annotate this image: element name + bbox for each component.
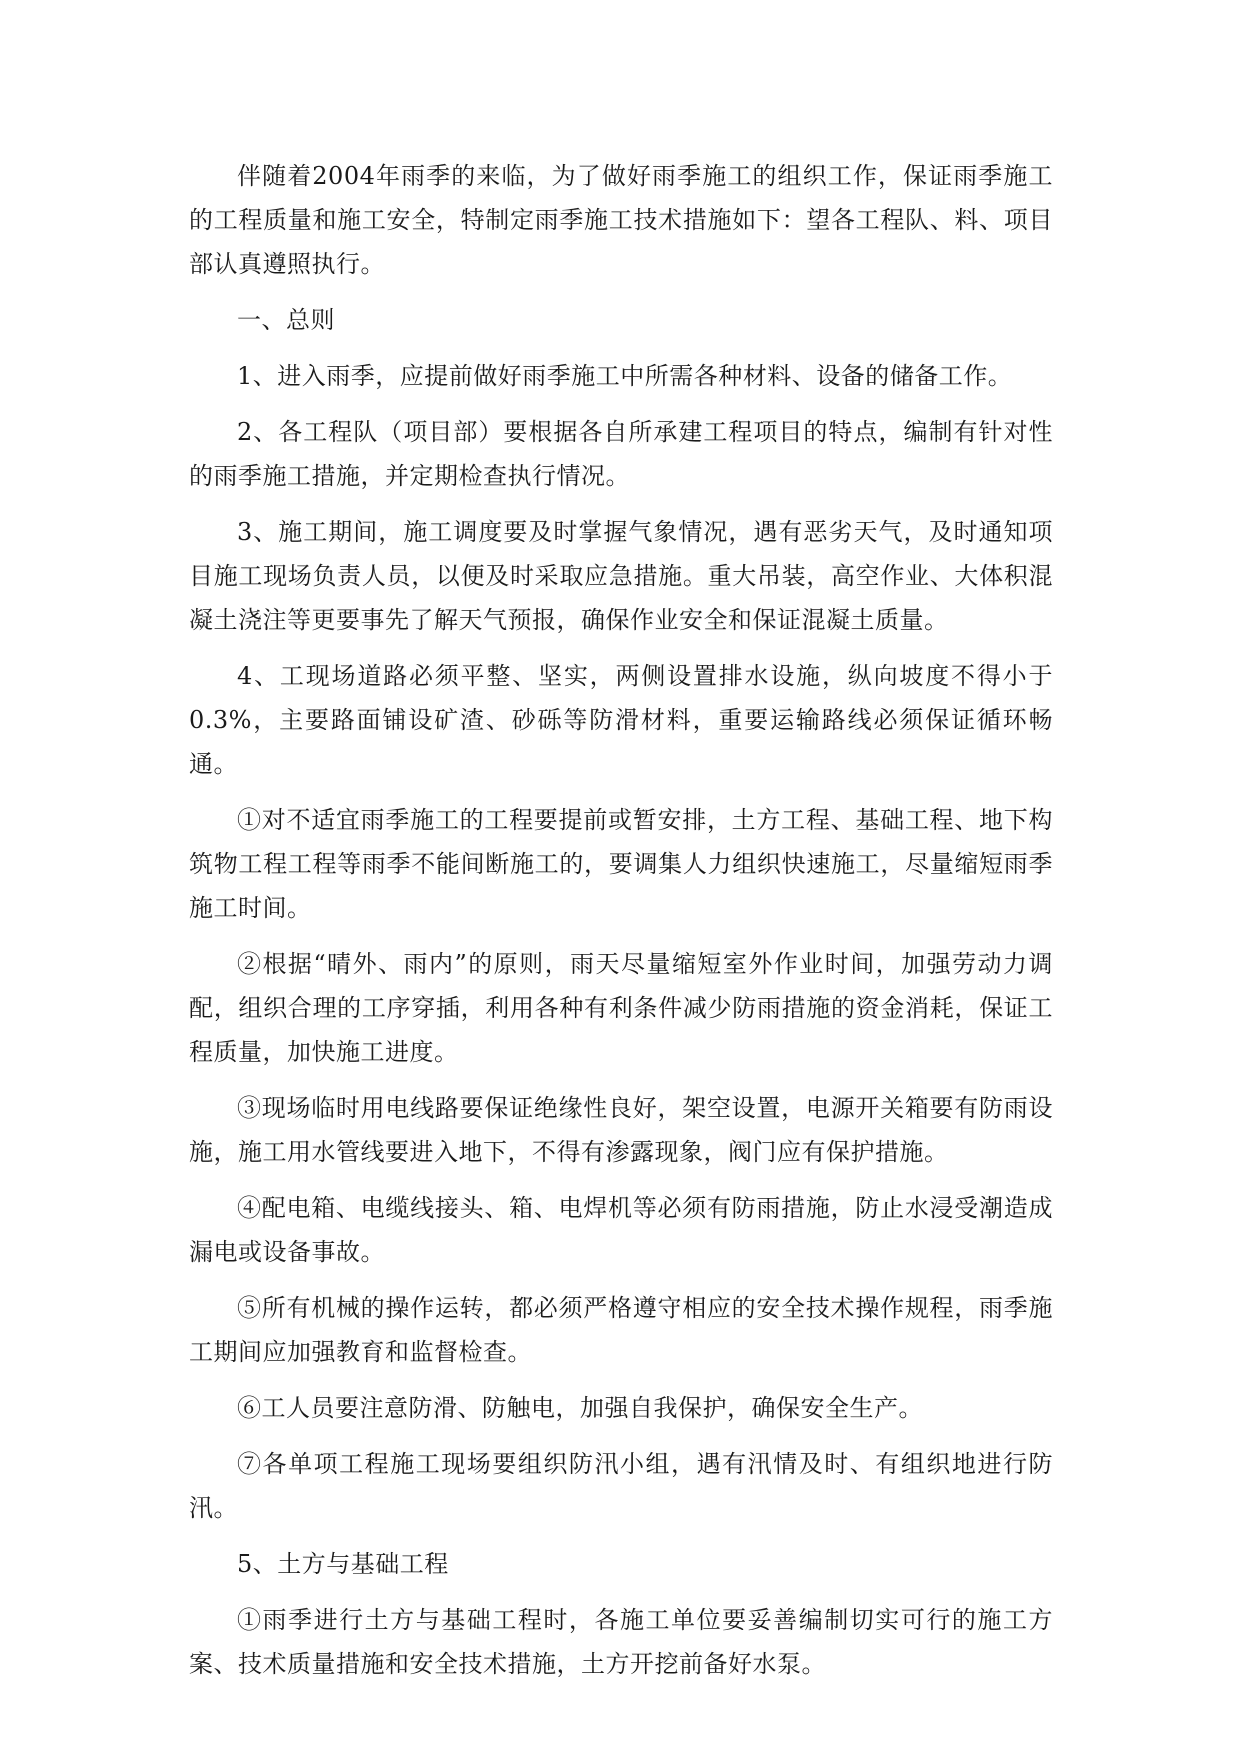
- sub-item-3: ③现场临时用电线路要保证绝缘性良好，架空设置，电源开关箱要有防雨设施，施工用水管线要进入地下，不得有渗露现象，阀门应有保护措施。: [189, 1094, 1053, 1166]
- paragraph-item-2: 2、各工程队（项目部）要根据各自所承建工程项目的特点，编制有针对性的雨季施工措施，并定期检查执行情况。: [189, 418, 1053, 490]
- paragraph-item-4: 4、工现场道路必须平整、坚实，两侧设置排水设施，纵向坡度不得小于0.3%，主要路面铺设矿渣、砂砾等防滑材料，重要运输路线必须保证循环畅通。: [189, 662, 1053, 778]
- section-heading-earthwork: 5、土方与基础工程: [237, 1550, 449, 1578]
- document-body: [189, 154, 1053, 1698]
- paragraph-item-3: 3、施工期间，施工调度要及时掌握气象情况，遇有恶劣天气，及时通知项目施工现场负责人员，以便及时采取应急措施。重大吊装，高空作业、大体积混凝土浇注等更要事先了解天气预报，确保作业安全和保证混凝土质量。: [189, 518, 1053, 634]
- intro-paragraph: 伴随着2004年雨季的来临，为了做好雨季施工的组织工作，保证雨季施工的工程质量和施工安全，特制定雨季施工技术措施如下：望各工程队、料、项目部认真遵照执行。: [189, 162, 1053, 278]
- sub-item-4: ④配电箱、电缆线接头、箱、电焊机等必须有防雨措施，防止水浸受潮造成漏电或设备事故。: [189, 1194, 1053, 1266]
- earthwork-item-1: ①雨季进行土方与基础工程时，各施工单位要妥善编制切实可行的施工方案、技术质量措施和安全技术措施，土方开挖前备好水泵。: [189, 1606, 1053, 1678]
- section-heading-general: 一、总则: [237, 306, 335, 334]
- sub-item-7: ⑦各单项工程施工现场要组织防汛小组，遇有汛情及时、有组织地进行防汛。: [189, 1450, 1053, 1522]
- sub-item-5: ⑤所有机械的操作运转，都必须严格遵守相应的安全技术操作规程，雨季施工期间应加强教育和监督检查。: [189, 1294, 1053, 1366]
- paragraph-item-1: 1、进入雨季，应提前做好雨季施工中所需各种材料、设备的储备工作。: [237, 362, 1013, 390]
- sub-item-2: ②根据“晴外、雨内”的原则，雨天尽量缩短室外作业时间，加强劳动力调配，组织合理的工序穿插，利用各种有利条件减少防雨措施的资金消耗，保证工程质量，加快施工进度。: [189, 950, 1053, 1066]
- sub-item-1: ①对不适宜雨季施工的工程要提前或暂安排，土方工程、基础工程、地下构筑物工程工程等雨季不能间断施工的，要调集人力组织快速施工，尽量缩短雨季施工时间。: [189, 806, 1053, 922]
- sub-item-6: ⑥工人员要注意防滑、防触电，加强自我保护，确保安全生产。: [237, 1394, 923, 1422]
